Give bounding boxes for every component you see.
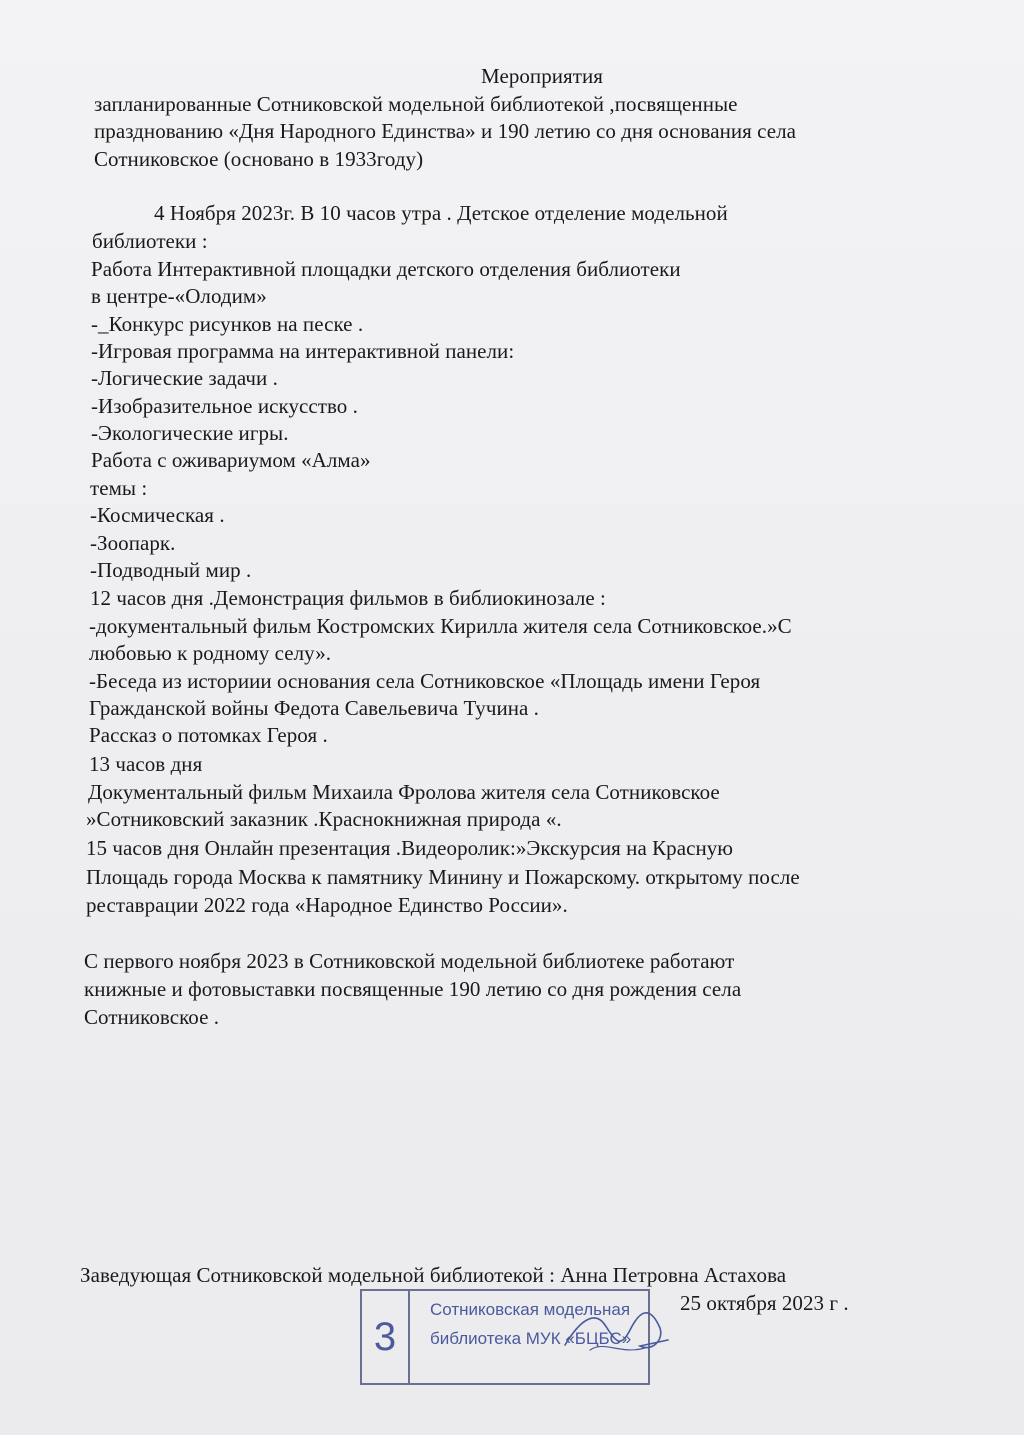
body-line-2: библиотеки : (92, 229, 208, 253)
body-line-26: реставрации 2022 года «Народное Единство России». (86, 893, 568, 917)
body-line-19: Гражданской войны Федота Савельевича Тучина . (89, 696, 539, 720)
body-line-1: 4 Ноября 2023г. В 10 часов утра . Детское отделение модельной (154, 201, 728, 225)
body-line-13: -Зоопарк. (90, 531, 176, 555)
body-line-10: Работа с оживариумом «Алма» (91, 448, 371, 472)
intro-line-1: запланированные Сотниковской модельной библиотекой ,посвященные (94, 92, 738, 116)
handwritten-signature (560, 1300, 670, 1360)
body-line-17: любовью к родному селу». (89, 641, 332, 665)
body-line-11: темы : (90, 476, 148, 500)
body-line-21: 13 часов дня (89, 752, 203, 776)
intro-line-3: Сотниковское (основано в 1933году) (94, 147, 424, 171)
body-line-9: -Экологические игры. (91, 421, 289, 445)
body-line-24: 15 часов дня Онлайн презентация .Видеоролик:»Экскурсия на Красную (86, 836, 734, 860)
body-line-3: Работа Интерактивной площадки детского отделения библиотеки (91, 257, 681, 281)
body-line-18: -Беседа из историии основания села Сотниковское «Площадь имени Героя (89, 669, 761, 693)
stamp-line-1: Сотниковская модельная (430, 1300, 631, 1319)
body-line-15: 12 часов дня .Демонстрация фильмов в библиокинозале : (90, 586, 606, 610)
signatory-line: Заведующая Сотниковской модельной библиотекой : Анна Петровна Астахова (80, 1263, 787, 1287)
body-line-25: Площадь города Москва к памятнику Минину и Пожарскому. открытому после (86, 865, 800, 889)
body-line-20: Рассказ о потомках Героя . (89, 723, 328, 747)
stamp-line-2: библиотека МУК «БЦБС» (430, 1329, 632, 1348)
body-line-7: -Логические задачи . (91, 366, 278, 390)
body-line-4: в центре-«Олодим» (91, 284, 267, 308)
body-line-6: -Игровая программа на интерактивной панели: (91, 339, 515, 363)
body-line-22: Документальный фильм Михаила Фролова жителя села Сотниковское (88, 780, 720, 804)
closing-line-3: Сотниковское . (84, 1005, 220, 1029)
body-line-12: -Космическая . (90, 503, 225, 527)
stamp-number: 3 (362, 1291, 410, 1383)
closing-line-2: книжные и фотовыставки посвященные 190 летию со дня рождения села (84, 977, 742, 1001)
intro-line-2: празднованию «Дня Народного Единства» и 190 летию со дня основания села (94, 119, 797, 143)
document-title: Мероприятия (481, 64, 603, 88)
closing-line-1: С первого ноября 2023 в Сотниковской модельной библиотеке работают (84, 949, 735, 973)
body-line-8: -Изобразительное искусство . (91, 394, 358, 418)
body-line-14: -Подводный мир . (90, 558, 252, 582)
body-line-16: -документальный фильм Костромских Кирилла жителя села Сотниковское.»С (89, 614, 792, 638)
document-date: 25 октября 2023 г . (680, 1291, 849, 1315)
body-line-23: »Сотниковский заказник .Краснокнижная природа «. (86, 807, 562, 831)
body-line-5: -_Конкурс рисунков на песке . (91, 312, 364, 336)
